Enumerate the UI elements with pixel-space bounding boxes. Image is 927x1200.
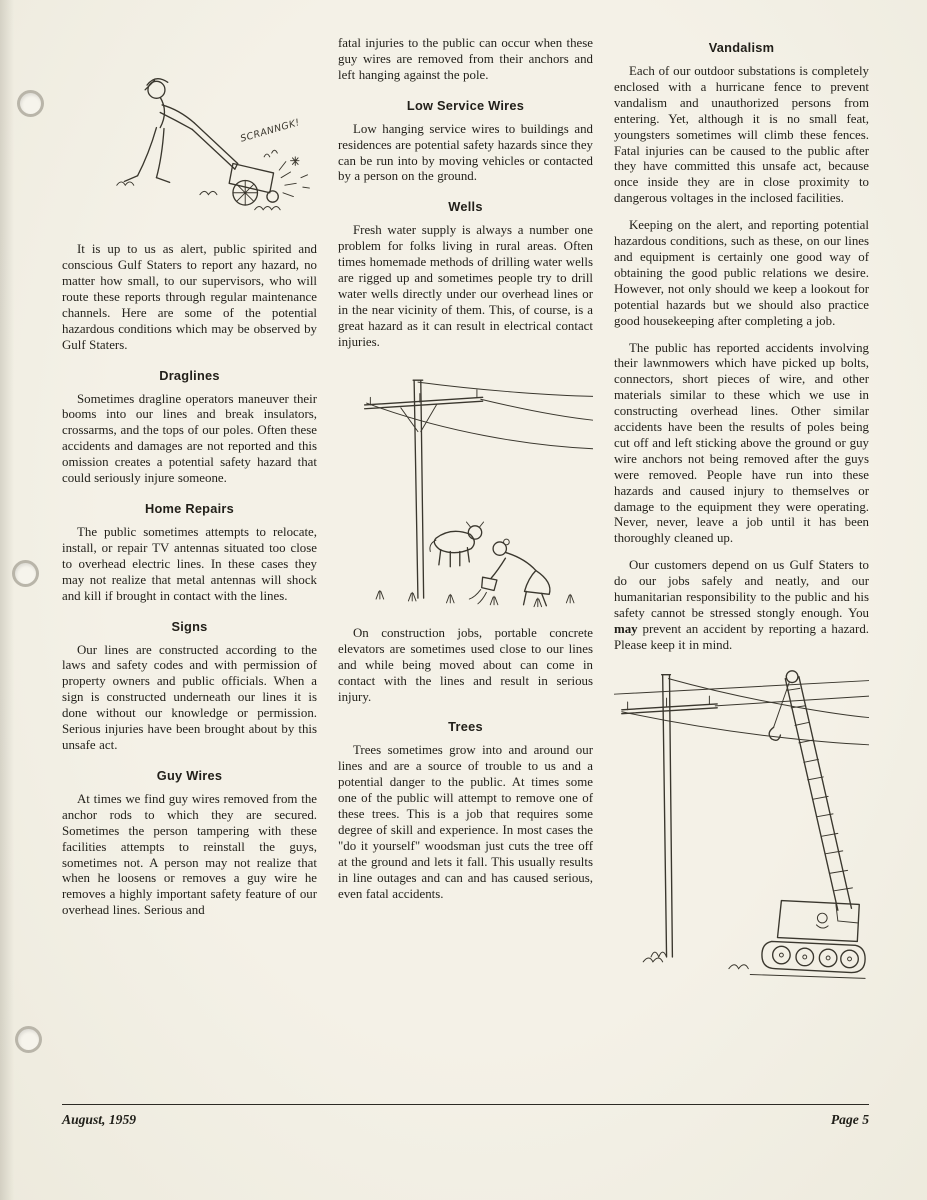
wells-paragraph: Fresh water supply is always a number one problem for folks living in rural areas. Often times homemade methods of drilling water wells are rigged up and sometimes people try to drill water wells directly under our overhead lines or in the near vicinity of them. This, of course, is a great hazard as it can result in electrical contact injuries.: [338, 223, 593, 349]
pole-woman-cow-cartoon-illustration: [338, 365, 593, 614]
lawnmower-cartoon-drawing: [62, 36, 317, 236]
section-heading-vandalism: Vandalism: [708, 40, 775, 55]
section-heading-wells: Wells: [448, 199, 483, 215]
trees-paragraph: Trees sometimes grow into and around our lines and are a source of trouble to us and a potential danger to the public. At times some one of the public will attempt to remove one of these trees. This is a job that requires some degree of skill and experience. In most cases the "do it yourself" woodsman just cuts the tree off at the ground and lets it fall. This usually results in line outages and can and has caused serious, even fatal accidents.: [338, 743, 593, 901]
footer-date: August, 1959: [62, 1112, 137, 1127]
section-heading-low-service-wires: Low Service Wires: [406, 97, 525, 113]
sound-effect-text: SCRANNGK!: [239, 117, 302, 145]
column-left: [62, 36, 317, 987]
crane-cartoon-illustration: [614, 665, 869, 981]
closing-text-bold-may: may: [614, 621, 638, 636]
low-service-wires-paragraph: Low hanging service wires to buildings and residences are potential safety hazards since they can be run into by moving vehicles or contacted by a person on the ground.: [338, 121, 593, 184]
page-footer: [62, 1104, 869, 1128]
punch-hole: [17, 90, 44, 117]
home-repairs-paragraph: The public sometimes attempts to relocate, install, or repair TV antennas situated too close to overhead electric lines. In these cases they may not realize that metal antennas will shock and kill if brought in contact with the lines.: [62, 525, 317, 603]
section-heading-guy-wires: Guy Wires: [156, 767, 223, 783]
section-heading-home-repairs: Home Repairs: [144, 501, 235, 516]
footer-page-number: Page 5: [830, 1112, 869, 1127]
section-heading-trees: Trees: [448, 719, 483, 735]
punch-hole: [12, 560, 39, 587]
intro-paragraph: It is up to us as alert, public spirited and conscious Gulf Staters to report any hazard, no matter how small, to our supervisors, who will route these reports through regular maintenance channels. Here are some of the potential hazardous conditions which may be observed by Gulf Staters.: [62, 242, 317, 352]
column-middle: [338, 36, 593, 987]
draglines-paragraph: Sometimes dragline operators maneuver their booms into our lines and break insulators, crossarms, and the tops of our poles. Often these accidents and damages are not reported and this omission creates a potential safety hazard that could seriously injure someone.: [62, 391, 317, 486]
pole-woman-cow-cartoon-drawing: [338, 365, 593, 614]
closing-text-pre: Our customers depend on us Gulf Staters to do our jobs safely and neatly, and our humanitarian responsibility to the public and his safety cannot be stressed stongly enough. You: [614, 558, 869, 620]
vandalism-paragraph-1: Each of our outdoor substations is completely enclosed with a hurricane fence to prevent vandalism and unauthorized persons from entering. Yet, although it is no small feat, youngsters sometimes will climb these fences. Fatal injuries can be caused to the public after they have committed this unsafe act, because once inside they are in close proximity to dangerous voltages in the inclosed facilities.: [614, 64, 869, 206]
signs-paragraph: Our lines are constructed according to the laws and safety codes and with permission of property owners and public officials. When a sign is constructed underneath our lines it is done without our knowledge or permission. Serious injuries have been brought about by this unsafe act.: [62, 642, 317, 752]
vandalism-paragraph-2: Keeping on the alert, and reporting potential hazardous conditions, such as these, on our lines and equipment is certainly one good way of obtaining the good public relations we desire. However, not only should we keep a lookout for potential hazards but we should also practice good housekeeping after completing a job.: [614, 218, 869, 328]
vandalism-paragraph-3: The public has reported accidents involving their lawnmowers which have picked up bolts, connectors, short pieces of wire, and other materials similar to these which we use in constructing overhead lines. Other similar accidents have been the results of poles being cut off and left sticking above the ground or guy wire anchors not being removed after the guys were removed. People have run into these hazards and caused injury to themselves or damage to the equipment they were operating. Never, never, leave a job until it has been thoroughly cleaned up.: [614, 340, 869, 546]
column-right: [614, 36, 869, 987]
scan-edge-shadow: [0, 0, 14, 1200]
crane-cartoon-drawing: [614, 665, 869, 981]
guy-wires-continuation-paragraph: fatal injuries to the public can occur when these guy wires are removed from their anchors and left hanging against the pole.: [338, 36, 593, 82]
punch-hole: [15, 1026, 42, 1053]
construction-paragraph: On construction jobs, portable concrete elevators are sometimes used close to our lines and while being moved about can come in contact with the lines and result in serious injury.: [338, 625, 593, 704]
closing-paragraph: [614, 558, 869, 653]
page-content: [62, 36, 869, 987]
section-heading-signs: Signs: [171, 618, 208, 634]
closing-text-post: prevent an accident by reporting a hazard. Please keep it in mind.: [614, 621, 869, 652]
lawnmower-cartoon-illustration: [62, 36, 317, 236]
guy-wires-paragraph: At times we find guy wires removed from the anchor rods to which they are secured. Sometimes the person tampering with these facilities attempts to reinstall the guys, sometimes not. A person may not realize that when he loosens or removes a guy wire he removes a highly important safety feature of our overhead lines. Serious and: [62, 791, 317, 918]
section-heading-draglines: Draglines: [159, 367, 220, 383]
